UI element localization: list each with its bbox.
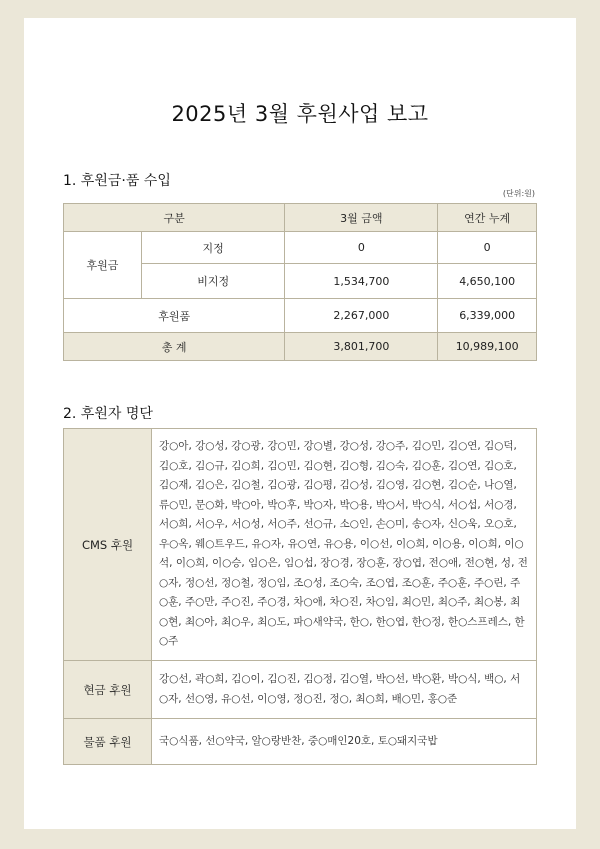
total-row bbox=[64, 333, 537, 361]
cms-row bbox=[64, 429, 537, 661]
donation-label: 후원금 bbox=[64, 232, 142, 299]
goods-annual: 6,339,000 bbox=[438, 299, 537, 333]
goods-donor-row bbox=[64, 719, 537, 765]
goods-month: 2,267,000 bbox=[285, 299, 438, 333]
cash-names: 강○선, 곽○희, 김○이, 김○진, 김○정, 김○열, 박○선, 박○환, 박○식, 백○, 서○자, 선○영, 유○선, 이○영, 정○진, 정○, 최○희, 배○민, 홍○준 bbox=[152, 661, 537, 719]
designated-label: 지정 bbox=[142, 232, 285, 264]
designated-month: 0 bbox=[285, 232, 438, 264]
cms-names: 강○아, 강○성, 강○광, 강○민, 강○별, 강○성, 강○주, 김○민, 김○연, 김○덕, 김○호, 김○규, 김○희, 김○민, 김○현, 김○형, 김○숙, 김○훈, 김○연, 김○호, 김○재, 김○은, 김○철, 김○광, 김○평, 김○성, 김○영, 김○현, 김○순, 나○열, 류○민, 문○화, 박○아, 박○후, 박○자, 박○용, 박○서, 박○식, 서○섭, 서○경, 서○희, 서○우, 서○성, 서○주, 선○규, 소○인, 손○미, 송○자, 신○욱, 오○호, 우○옥, 웨○트우드, 유○자, 유○연, 유○용, 이○선, 이○희, 이○용, 이○희, 이○석, 이○희, 이○승, 임○은, 임○섭, 장○경, 장○훈, 장○엽, 전○애, 전○현, 성, 전○자, 정○선, 정○철, 정○임, 조○성, 조○숙, 조○엽, 조○훈, 주○훈, 주○린, 주○훈, 주○만, 주○진, 주○경, 차○애, 차○진, 차○임, 최○민, 최○주, 최○봉, 최○현, 최○아, 최○우, 최○도, 파○새약국, 한○, 한○엽, 한○정, 한○스프레스, 한○주 bbox=[152, 429, 537, 661]
header-category: 구분 bbox=[64, 204, 285, 232]
donor-table bbox=[63, 428, 537, 765]
unit-label: (단위:원) bbox=[502, 189, 535, 198]
section2-heading: 2. 후원자 명단 bbox=[63, 406, 153, 422]
income-header-row bbox=[64, 204, 537, 232]
document-title: 2025년 3월 후원사업 보고 bbox=[171, 102, 429, 126]
section1-heading: 1. 후원금·품 수입 bbox=[63, 173, 171, 189]
goods-donor-names: 국○식품, 선○약국, 알○랑반찬, 중○매인20호, 토○돼지국밥 bbox=[152, 719, 537, 765]
total-month: 3,801,700 bbox=[285, 333, 438, 361]
header-annual: 연간 누계 bbox=[438, 204, 537, 232]
header-month: 3월 금액 bbox=[285, 204, 438, 232]
designated-row bbox=[64, 232, 537, 264]
undesignated-month: 1,534,700 bbox=[285, 264, 438, 299]
total-label: 총 계 bbox=[64, 333, 285, 361]
cash-label: 현금 후원 bbox=[64, 661, 152, 719]
total-annual: 10,989,100 bbox=[438, 333, 537, 361]
goods-row bbox=[64, 299, 537, 333]
income-table bbox=[63, 203, 537, 361]
goods-label: 후원품 bbox=[64, 299, 285, 333]
undesignated-annual: 4,650,100 bbox=[438, 264, 537, 299]
designated-annual: 0 bbox=[438, 232, 537, 264]
goods-donor-label: 물품 후원 bbox=[64, 719, 152, 765]
cash-row bbox=[64, 661, 537, 719]
cms-label: CMS 후원 bbox=[64, 429, 152, 661]
undesignated-label: 비지정 bbox=[142, 264, 285, 299]
